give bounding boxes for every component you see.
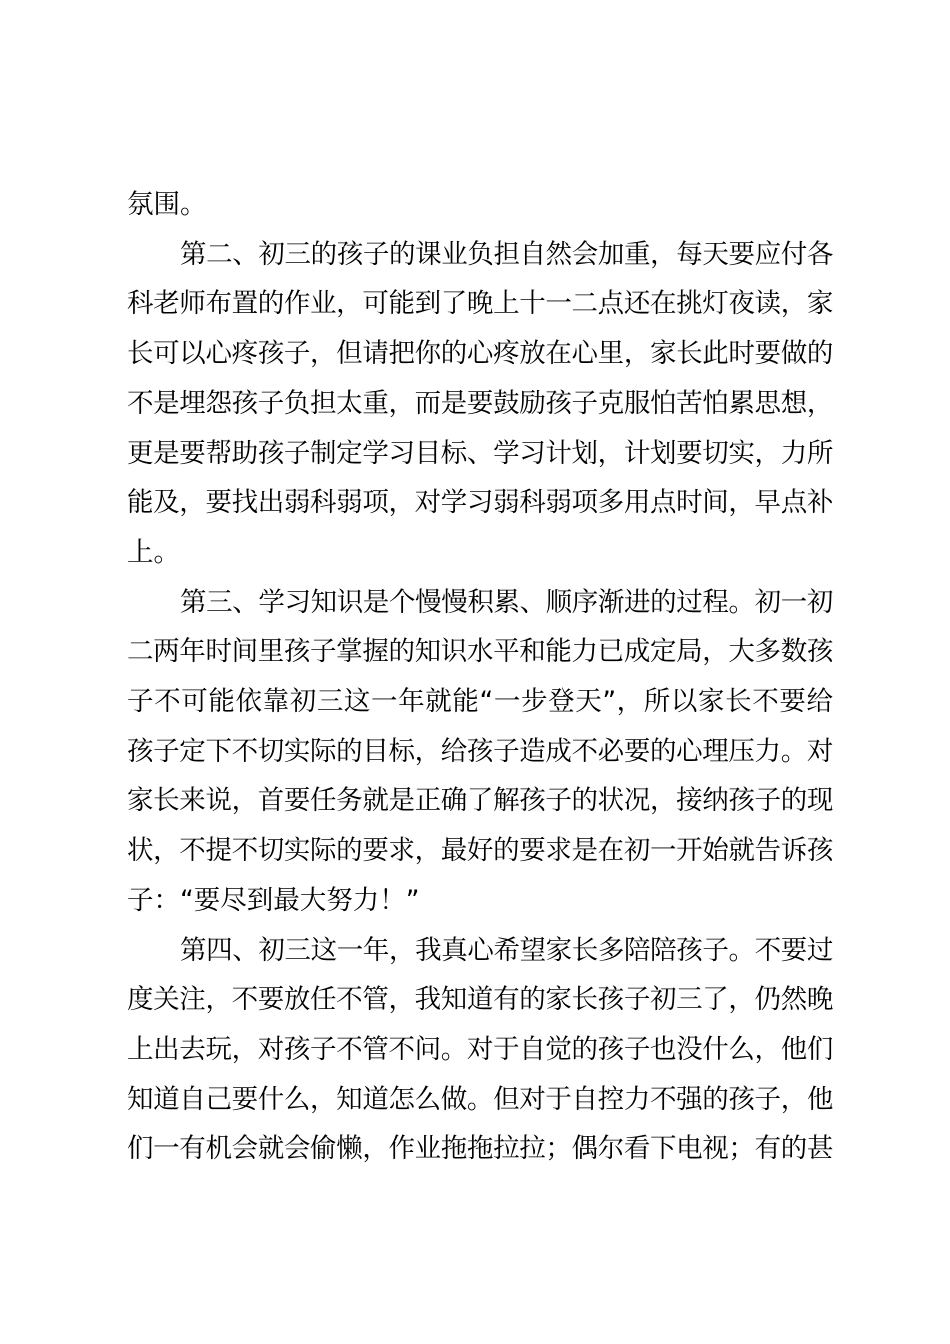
text-line: 能及，要找出弱科弱项，对学习弱科弱项多用点时间，早点补 (127, 487, 833, 519)
text-line: 长可以心疼孩子，但请把你的心疼放在心里，家长此时要做的 (127, 338, 833, 370)
paragraph-third (127, 578, 833, 926)
text-line: 孩子定下不切实际的目标，给孩子造成不必要的心理压力。对 (127, 735, 833, 767)
text-line: 第三、学习知识是个慢慢积累、顺序渐进的过程。初一初 (180, 586, 833, 618)
text-line: 第二、初三的孩子的课业负担自然会加重，每天要应付各 (180, 238, 833, 270)
text-line: 子：“要尽到最大努力！” (127, 884, 420, 916)
text-line: 知道自己要什么，知道怎么做。但对于自控力不强的孩子，他 (127, 1083, 833, 1115)
text-line: 上出去玩，对孩子不管不问。对于自觉的孩子也没什么，他们 (127, 1033, 833, 1065)
text-line: 科老师布置的作业，可能到了晚上十一二点还在挑灯夜读，家 (127, 288, 833, 320)
text-line: 第四、初三这一年，我真心希望家长多陪陪孩子。不要过 (180, 934, 833, 966)
text-line: 度关注，不要放任不管，我知道有的家长孩子初三了，仍然晚 (127, 984, 833, 1016)
text-line: 子不可能依靠初三这一年就能“一步登天”，所以家长不要给 (127, 686, 833, 718)
text-line: 们一有机会就会偷懒，作业拖拖拉拉；偶尔看下电视；有的甚 (127, 1133, 833, 1165)
text-line: 二两年时间里孩子掌握的知识水平和能力已成定局，大多数孩 (127, 636, 833, 668)
text-line: 上。 (127, 536, 180, 568)
paragraph-continuation (127, 180, 833, 230)
text-line: 氛围。 (127, 189, 207, 220)
document-page (127, 180, 833, 1174)
paragraph-second (127, 230, 833, 578)
text-line: 状，不提不切实际的要求，最好的要求是在初一开始就告诉孩 (127, 835, 833, 867)
text-line: 不是埋怨孩子负担太重，而是要鼓励孩子克服怕苦怕累思想， (127, 387, 833, 419)
text-line: 家长来说，首要任务就是正确了解孩子的状况，接纳孩子的现 (127, 785, 833, 817)
paragraph-fourth (127, 926, 833, 1175)
text-line: 更是要帮助孩子制定学习目标、学习计划，计划要切实，力所 (127, 437, 833, 469)
